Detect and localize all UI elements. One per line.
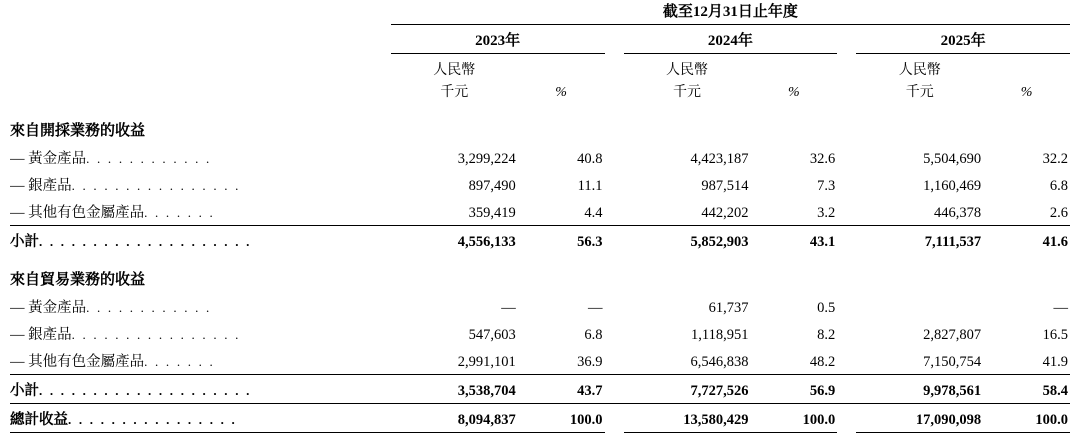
thousand-label-2025: 千元	[905, 85, 934, 100]
gap-cell	[605, 347, 624, 375]
empty-corner	[10, 0, 391, 25]
row-label-trading-gold	[10, 293, 391, 320]
period-title: 截至12月31日止年度	[391, 0, 1070, 25]
subtotal-label	[10, 375, 391, 404]
subtotal-2025-percent: 58.4	[983, 375, 1070, 404]
row-label-trading-silver	[10, 320, 391, 347]
subtotal-2023-amount: 3,538,704	[391, 375, 518, 404]
value-2023-percent: —	[588, 300, 603, 316]
grand-total-2024-amount: 13,580,429	[624, 404, 751, 433]
value-2023-percent: 4.4	[584, 205, 603, 221]
value-2024-amount: 4,423,187	[690, 151, 749, 167]
gap-cell	[605, 404, 624, 433]
leader-dots: . . . . . . . . . . . .	[86, 151, 212, 166]
revenue-breakdown-table	[10, 0, 1070, 439]
empty-cell	[518, 54, 605, 80]
gap-cell	[605, 25, 624, 54]
section-title-row	[10, 254, 1070, 293]
leader-dots: . . . . . . . . . . . . . . . . . . . .	[39, 383, 252, 398]
value-2023-percent: 36.9	[577, 354, 603, 370]
gap-cell	[605, 293, 624, 320]
subtotal-2024-amount: 7,727,526	[624, 375, 751, 404]
thousand-label-2023: 千元	[440, 85, 469, 100]
gap-cell	[837, 320, 856, 347]
gap-cell	[837, 404, 856, 433]
value-2023-amount: —	[501, 300, 516, 316]
row-label-mining-gold	[10, 144, 391, 171]
unit-percent-row	[10, 79, 1070, 105]
table-row	[10, 347, 1070, 375]
gap-cell	[605, 226, 624, 255]
leader-dots: . . . . . . .	[144, 354, 215, 369]
rule-2024-amount	[624, 433, 751, 440]
gap-cell	[605, 433, 624, 440]
value-2025-amount	[856, 293, 983, 320]
value-2024-percent: 7.3	[817, 178, 836, 194]
value-2024-amount: 442,202	[701, 205, 749, 221]
subtotal-2023-percent: 56.3	[518, 226, 605, 255]
subtotal-2024-percent: 43.1	[750, 226, 837, 255]
table-row	[10, 293, 1070, 320]
value-2024-amount: 987,514	[701, 178, 749, 194]
rule-2023-amount	[391, 433, 518, 440]
gap-cell	[837, 144, 856, 171]
percent-label-2023: %	[555, 85, 567, 100]
subtotal-row-trading	[10, 375, 1070, 404]
grand-total-2024-percent: 100.0	[750, 404, 837, 433]
gap-cell	[837, 79, 856, 105]
leader-dots: . . . . . . .	[144, 205, 215, 220]
value-2023-percent: 6.8	[584, 327, 603, 343]
label-text: — 銀產品	[10, 327, 72, 343]
value-2023-amount: 897,490	[468, 178, 516, 194]
value-2025-percent: —	[1053, 300, 1068, 316]
leader-dots: . . . . . . . . . . . . . . . . . . . .	[39, 234, 252, 249]
label-text: — 黃金產品	[10, 300, 87, 316]
table-row	[10, 171, 1070, 198]
subtotal-2025-amount: 9,978,561	[856, 375, 983, 404]
empty-cell	[10, 79, 391, 105]
subtotal-2025-amount: 7,111,537	[856, 226, 983, 255]
grand-total-2025-amount: 17,090,098	[856, 404, 983, 433]
value-2025-percent: 32.2	[1042, 151, 1068, 167]
gap-cell	[837, 25, 856, 54]
value-2023-percent: 11.1	[577, 178, 603, 194]
value-2025-amount: 1,160,469	[923, 178, 982, 194]
period-header-row	[10, 0, 1070, 25]
row-label-trading-other-metals	[10, 347, 391, 375]
table-row	[10, 198, 1070, 226]
gap-cell	[837, 226, 856, 255]
label-text: 總計收益	[10, 412, 68, 428]
gap-cell	[837, 347, 856, 375]
year-header-row	[10, 25, 1070, 54]
value-2025-amount: 7,150,754	[923, 354, 982, 370]
label-text: 小計	[10, 234, 39, 250]
rule-2024-percent	[750, 433, 837, 440]
row-label-mining-other-metals	[10, 198, 391, 226]
year-header-2024: 2024年	[624, 25, 838, 54]
gap-cell	[837, 293, 856, 320]
value-2025-amount: 5,504,690	[923, 151, 982, 167]
grand-total-2025-percent: 100.0	[983, 404, 1070, 433]
empty-cell	[10, 433, 391, 440]
year-header-2025: 2025年	[856, 25, 1070, 54]
subtotal-row-mining	[10, 226, 1070, 255]
value-2024-percent: 0.5	[817, 300, 836, 316]
currency-label-2024: 人民幣	[666, 63, 708, 78]
empty-cell	[983, 54, 1070, 80]
gap-cell	[605, 79, 624, 105]
label-text: — 其他有色金屬產品	[10, 354, 145, 370]
value-2025-amount: 446,378	[934, 205, 982, 221]
table-row	[10, 320, 1070, 347]
value-2024-amount: 6,546,838	[690, 354, 749, 370]
value-2023-amount: 2,991,101	[457, 354, 516, 370]
value-2024-percent: 8.2	[817, 327, 836, 343]
thousand-label-2024: 千元	[673, 85, 701, 100]
subtotal-2023-percent: 43.7	[518, 375, 605, 404]
subtotal-2025-percent: 41.6	[983, 226, 1070, 255]
value-2024-percent: 3.2	[817, 205, 836, 221]
gap-cell	[605, 375, 624, 404]
value-2025-percent: 16.5	[1042, 327, 1068, 343]
gap-cell	[605, 144, 624, 171]
grand-total-2023-amount: 8,094,837	[391, 404, 518, 433]
section-title-trading: 來自貿易業務的收益	[10, 272, 146, 288]
leader-dots: . . . . . . . . . . . . . . . .	[68, 412, 237, 427]
currency-label-2023: 人民幣	[433, 63, 476, 78]
rule-2025-percent	[983, 433, 1070, 440]
subtotal-2023-amount: 4,556,133	[391, 226, 518, 255]
year-header-2023: 2023年	[391, 25, 605, 54]
value-2024-amount: 1,118,951	[691, 327, 749, 343]
label-text: — 銀產品	[10, 178, 72, 194]
gap-cell	[605, 320, 624, 347]
rule-2023-percent	[518, 433, 605, 440]
row-label-mining-silver	[10, 171, 391, 198]
section-title-mining: 來自開採業務的收益	[10, 123, 146, 139]
value-2023-amount: 547,603	[468, 327, 516, 343]
label-text: — 其他有色金屬產品	[10, 205, 145, 221]
value-2025-amount: 2,827,807	[923, 327, 982, 343]
subtotal-2024-amount: 5,852,903	[624, 226, 751, 255]
bottom-rule-row	[10, 433, 1070, 440]
value-2023-amount: 3,299,224	[457, 151, 516, 167]
gap-cell	[605, 198, 624, 226]
section-title-row	[10, 105, 1070, 144]
percent-label-2024: %	[788, 85, 800, 100]
grand-total-row	[10, 404, 1070, 433]
table-row	[10, 144, 1070, 171]
gap-cell	[837, 54, 856, 80]
currency-unit-row	[10, 54, 1070, 80]
label-text: — 黃金產品	[10, 151, 87, 167]
gap-cell	[837, 375, 856, 404]
value-2023-percent: 40.8	[577, 151, 603, 167]
value-2024-percent: 32.6	[809, 151, 836, 167]
gap-cell	[837, 433, 856, 440]
value-2025-percent: 41.9	[1042, 354, 1068, 370]
gap-cell	[605, 171, 624, 198]
rule-2025-amount	[856, 433, 983, 440]
grand-total-label	[10, 404, 391, 433]
leader-dots: . . . . . . . . . . . . . . . .	[71, 327, 241, 342]
currency-label-2025: 人民幣	[898, 63, 941, 78]
subtotal-label	[10, 226, 391, 255]
gap-cell	[837, 198, 856, 226]
value-2024-percent: 48.2	[809, 354, 836, 370]
value-2025-percent: 2.6	[1049, 205, 1068, 221]
subtotal-2024-percent: 56.9	[750, 375, 837, 404]
leader-dots: . . . . . . . . . . . .	[86, 300, 212, 315]
gap-cell	[605, 54, 624, 80]
value-2024-amount: 61,737	[708, 300, 749, 316]
empty-cell	[10, 25, 391, 54]
empty-cell	[10, 54, 391, 80]
gap-cell	[837, 171, 856, 198]
empty-cell	[750, 54, 837, 80]
value-2023-amount: 359,419	[468, 205, 516, 221]
value-2025-percent: 6.8	[1049, 178, 1068, 194]
leader-dots: . . . . . . . . . . . . . . . .	[71, 178, 241, 193]
percent-label-2025: %	[1020, 85, 1033, 100]
label-text: 小計	[10, 383, 39, 399]
grand-total-2023-percent: 100.0	[518, 404, 605, 433]
